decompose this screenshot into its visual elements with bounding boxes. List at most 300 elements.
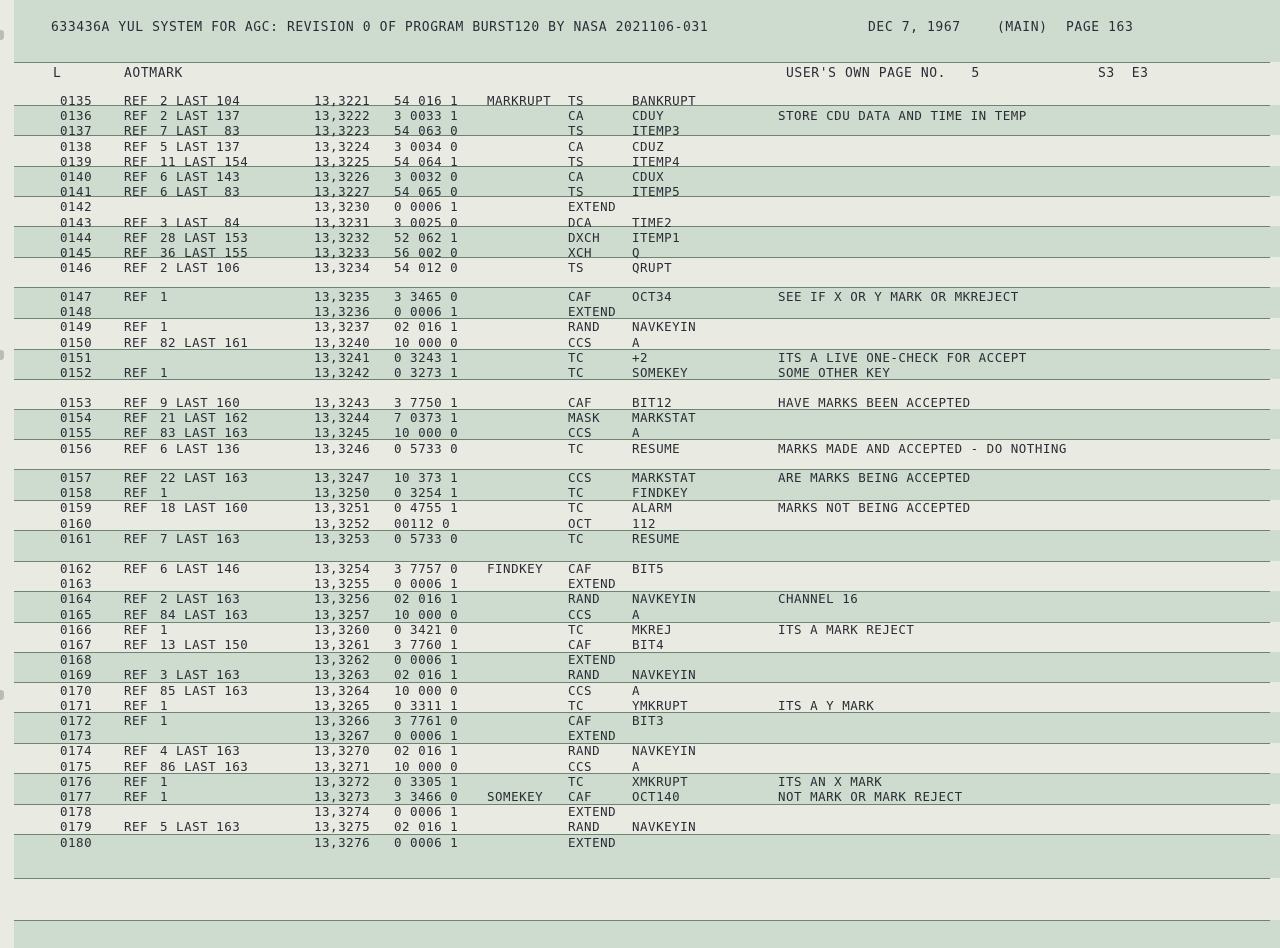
octal-code: 3 7757 0 [394, 561, 459, 576]
listing-date: DEC 7, 1967 [868, 20, 961, 35]
ref-marker: REF [124, 637, 149, 652]
opcode: TC [568, 440, 585, 456]
ref-info: 5 LAST 163 [160, 819, 241, 835]
pin-feed-hole [0, 690, 4, 700]
opcode: TC [568, 485, 585, 501]
line-number: 0178 [60, 804, 93, 820]
operand: A [632, 606, 641, 622]
ref-info: 1 [160, 485, 169, 501]
opcode: TC [568, 697, 585, 713]
address: 13,3231 [314, 214, 371, 230]
operand: BIT3 [632, 713, 665, 728]
octal-code: 0 0006 1 [394, 652, 459, 668]
operand: A [632, 682, 641, 698]
line-number: 0170 [60, 682, 93, 698]
ref-info: 1 [160, 713, 169, 728]
opcode: CCS [568, 334, 593, 350]
operand: CDUX [632, 169, 665, 184]
line-number: 0144 [60, 229, 93, 245]
address: 13,3221 [314, 93, 371, 108]
symbol-label: SOMEKEY [487, 789, 544, 804]
address: 13,3226 [314, 169, 371, 184]
octal-code: 10 373 1 [394, 470, 459, 485]
ref-marker: REF [124, 138, 149, 154]
line-number: 0140 [60, 169, 93, 184]
ref-info: 2 LAST 106 [160, 260, 241, 276]
ref-marker: REF [124, 819, 149, 835]
opcode: CAF [568, 395, 593, 410]
address: 13,3223 [314, 123, 371, 139]
address: 13,3234 [314, 260, 371, 276]
opcode: CCS [568, 758, 593, 774]
line-number: 0161 [60, 530, 93, 546]
operand: MARKSTAT [632, 410, 697, 426]
rule-line [14, 804, 1270, 805]
line-number: 0156 [60, 440, 93, 456]
page-number: PAGE 163 [1066, 20, 1134, 35]
line-number: 0151 [60, 349, 93, 365]
ref-info: 1 [160, 365, 169, 380]
octal-code: 0 0006 1 [394, 304, 459, 320]
pin-feed-hole [0, 350, 4, 360]
rule-line [14, 287, 1270, 288]
line-number: 0150 [60, 334, 93, 350]
ref-marker: REF [124, 229, 149, 245]
octal-code: 10 000 0 [394, 425, 459, 441]
operand: QRUPT [632, 260, 673, 276]
operand: CDUY [632, 108, 665, 124]
ref-marker: REF [124, 530, 149, 546]
opcode: DCA [568, 214, 593, 230]
line-number: 0163 [60, 576, 93, 592]
comment: SOME OTHER KEY [778, 365, 891, 380]
line-number: 0155 [60, 425, 93, 441]
operand: RESUME [632, 440, 681, 456]
line-number: 0165 [60, 606, 93, 622]
ref-info: 1 [160, 319, 169, 335]
operand: MARKSTAT [632, 470, 697, 485]
opcode: CAF [568, 789, 593, 804]
opcode: MASK [568, 410, 601, 426]
octal-code: 0 0006 1 [394, 728, 459, 744]
octal-code: 0 3305 1 [394, 773, 459, 789]
opcode: CCS [568, 682, 593, 698]
ref-info: 28 LAST 153 [160, 229, 249, 245]
opcode: RAND [568, 667, 601, 683]
ref-info: 2 LAST 137 [160, 108, 241, 124]
octal-code: 0 3273 1 [394, 365, 459, 380]
octal-code: 0 3311 1 [394, 697, 459, 713]
line-number: 0141 [60, 184, 93, 200]
operand: ITEMP3 [632, 123, 681, 139]
ref-info: 82 LAST 161 [160, 334, 249, 350]
ref-marker: REF [124, 758, 149, 774]
operand: +2 [632, 349, 649, 365]
address: 13,3244 [314, 410, 371, 426]
opcode: TS [568, 260, 585, 276]
ref-marker: REF [124, 153, 149, 169]
line-number: 0159 [60, 500, 93, 516]
octal-code: 0 0006 1 [394, 576, 459, 592]
ref-info: 13 LAST 150 [160, 637, 249, 652]
log-section-flag: L [53, 66, 62, 81]
address: 13,3246 [314, 440, 371, 456]
ref-info: 22 LAST 163 [160, 470, 249, 485]
ref-marker: REF [124, 108, 149, 124]
line-number: 0169 [60, 667, 93, 683]
ref-marker: REF [124, 440, 149, 456]
comment: ITS A LIVE ONE-CHECK FOR ACCEPT [778, 349, 1027, 365]
address: 13,3274 [314, 804, 371, 820]
opcode: EXTEND [568, 728, 617, 744]
comment: CHANNEL 16 [778, 591, 859, 607]
address: 13,3270 [314, 743, 371, 759]
address: 13,3273 [314, 789, 371, 804]
octal-code: 0 0006 1 [394, 834, 459, 850]
operand: RESUME [632, 530, 681, 546]
ref-info: 1 [160, 697, 169, 713]
rule-line [14, 920, 1270, 921]
comment: ITS AN X MARK [778, 773, 883, 789]
address: 13,3266 [314, 713, 371, 728]
octal-code: 54 064 1 [394, 153, 459, 169]
comment: ITS A MARK REJECT [778, 621, 915, 637]
octal-code: 0 0006 1 [394, 199, 459, 215]
octal-code: 0 5733 0 [394, 530, 459, 546]
line-number: 0174 [60, 743, 93, 759]
line-number: 0173 [60, 728, 93, 744]
line-number: 0160 [60, 515, 93, 531]
octal-code: 0 4755 1 [394, 500, 459, 516]
ref-marker: REF [124, 245, 149, 260]
ref-info: 1 [160, 773, 169, 789]
line-number: 0180 [60, 834, 93, 850]
opcode: TC [568, 349, 585, 365]
address: 13,3233 [314, 245, 371, 260]
address: 13,3236 [314, 304, 371, 320]
ref-marker: REF [124, 561, 149, 576]
address: 13,3242 [314, 365, 371, 380]
ref-info: 6 LAST 83 [160, 184, 241, 200]
opcode: EXTEND [568, 652, 617, 668]
rule-line [14, 878, 1270, 879]
operand: NAVKEYIN [632, 591, 697, 607]
address: 13,3272 [314, 773, 371, 789]
opcode: EXTEND [568, 199, 617, 215]
opcode: CA [568, 138, 585, 154]
line-number: 0138 [60, 138, 93, 154]
octal-code: 02 016 1 [394, 819, 459, 835]
address: 13,3275 [314, 819, 371, 835]
ref-marker: REF [124, 789, 149, 804]
operand: Q [632, 245, 641, 260]
operand: A [632, 425, 641, 441]
octal-code: 10 000 0 [394, 606, 459, 622]
ref-info: 85 LAST 163 [160, 682, 249, 698]
ref-marker: REF [124, 713, 149, 728]
ref-info: 3 LAST 84 [160, 214, 241, 230]
address: 13,3232 [314, 229, 371, 245]
listing-section: (MAIN) [997, 20, 1048, 35]
octal-code: 7 0373 1 [394, 410, 459, 426]
operand: NAVKEYIN [632, 319, 697, 335]
ref-info: 6 LAST 136 [160, 440, 241, 456]
address: 13,3253 [314, 530, 371, 546]
address: 13,3267 [314, 728, 371, 744]
line-number: 0147 [60, 289, 93, 304]
opcode: CAF [568, 289, 593, 304]
line-number: 0164 [60, 591, 93, 607]
line-number: 0139 [60, 153, 93, 169]
ref-marker: REF [124, 365, 149, 380]
octal-code: 02 016 1 [394, 591, 459, 607]
octal-code: 0 5733 0 [394, 440, 459, 456]
line-number: 0171 [60, 697, 93, 713]
opcode: TC [568, 365, 585, 380]
ref-marker: REF [124, 123, 149, 139]
address: 13,3225 [314, 153, 371, 169]
operand: NAVKEYIN [632, 743, 697, 759]
opcode: CA [568, 108, 585, 124]
operand: XMKRUPT [632, 773, 689, 789]
opcode: TS [568, 184, 585, 200]
rule-line [14, 62, 1270, 63]
operand: ALARM [632, 500, 673, 516]
opcode: EXTEND [568, 834, 617, 850]
operand: A [632, 758, 641, 774]
octal-code: 0 3254 1 [394, 485, 459, 501]
octal-code: 02 016 1 [394, 667, 459, 683]
ref-info: 2 LAST 163 [160, 591, 241, 607]
line-number: 0162 [60, 561, 93, 576]
line-number: 0153 [60, 395, 93, 410]
ref-info: 5 LAST 137 [160, 138, 241, 154]
opcode: TS [568, 93, 585, 108]
operand: SOMEKEY [632, 365, 689, 380]
ref-info: 1 [160, 289, 169, 304]
symbol-label: FINDKEY [487, 561, 544, 576]
ref-info: 1 [160, 621, 169, 637]
operand: TIME2 [632, 214, 673, 230]
ref-info: 84 LAST 163 [160, 606, 249, 622]
opcode: EXTEND [568, 304, 617, 320]
address: 13,3256 [314, 591, 371, 607]
line-number: 0176 [60, 773, 93, 789]
opcode: CAF [568, 561, 593, 576]
opcode: TC [568, 530, 585, 546]
address: 13,3263 [314, 667, 371, 683]
ref-marker: REF [124, 606, 149, 622]
ref-marker: REF [124, 184, 149, 200]
line-number: 0135 [60, 93, 93, 108]
opcode: EXTEND [568, 576, 617, 592]
octal-code: 0 0006 1 [394, 804, 459, 820]
ref-info: 83 LAST 163 [160, 425, 249, 441]
line-number: 0175 [60, 758, 93, 774]
octal-code: 56 002 0 [394, 245, 459, 260]
comment: NOT MARK OR MARK REJECT [778, 789, 963, 804]
operand: CDUZ [632, 138, 665, 154]
ref-marker: REF [124, 395, 149, 410]
address: 13,3262 [314, 652, 371, 668]
operand: NAVKEYIN [632, 667, 697, 683]
ref-info: 18 LAST 160 [160, 500, 249, 516]
octal-code: 0 3243 1 [394, 349, 459, 365]
opcode: TC [568, 773, 585, 789]
operand: A [632, 334, 641, 350]
user-page-number: USER'S OWN PAGE NO. 5 [786, 66, 980, 81]
opcode: CCS [568, 606, 593, 622]
line-number: 0179 [60, 819, 93, 835]
address: 13,3254 [314, 561, 371, 576]
octal-code: 02 016 1 [394, 319, 459, 335]
line-number: 0166 [60, 621, 93, 637]
ref-marker: REF [124, 743, 149, 759]
address: 13,3227 [314, 184, 371, 200]
address: 13,3271 [314, 758, 371, 774]
line-number: 0152 [60, 365, 93, 380]
operand: BIT12 [632, 395, 673, 410]
ref-marker: REF [124, 289, 149, 304]
address: 13,3237 [314, 319, 371, 335]
symbol-label: MARKRUPT [487, 93, 552, 108]
ref-info: 2 LAST 104 [160, 93, 241, 108]
opcode: CA [568, 169, 585, 184]
operand: YMKRUPT [632, 697, 689, 713]
address: 13,3252 [314, 515, 371, 531]
line-number: 0168 [60, 652, 93, 668]
ref-info: 9 LAST 160 [160, 395, 241, 410]
octal-code: 3 0032 0 [394, 169, 459, 184]
ref-info: 3 LAST 163 [160, 667, 241, 683]
address: 13,3265 [314, 697, 371, 713]
address: 13,3240 [314, 334, 371, 350]
address: 13,3250 [314, 485, 371, 501]
ref-info: 86 LAST 163 [160, 758, 249, 774]
opcode: TS [568, 153, 585, 169]
line-number: 0167 [60, 637, 93, 652]
operand: BANKRUPT [632, 93, 697, 108]
address: 13,3257 [314, 606, 371, 622]
octal-code: 3 3466 0 [394, 789, 459, 804]
green-bar [14, 834, 1280, 878]
address: 13,3235 [314, 289, 371, 304]
listing-title: 633436A YUL SYSTEM FOR AGC: REVISION 0 OF PROGRAM BURST120 BY NASA 2021106-031 [51, 20, 709, 35]
opcode: DXCH [568, 229, 601, 245]
bank-info: S3 E3 [1098, 66, 1149, 81]
comment: MARKS NOT BEING ACCEPTED [778, 500, 971, 516]
address: 13,3224 [314, 138, 371, 154]
octal-code: 3 3465 0 [394, 289, 459, 304]
pin-feed-hole [0, 30, 4, 40]
octal-code: 10 000 0 [394, 758, 459, 774]
opcode: CCS [568, 425, 593, 441]
octal-code: 3 0033 1 [394, 108, 459, 124]
opcode: RAND [568, 591, 601, 607]
ref-info: 21 LAST 162 [160, 410, 249, 426]
comment: HAVE MARKS BEEN ACCEPTED [778, 395, 971, 410]
ref-info: 7 LAST 83 [160, 123, 241, 139]
address: 13,3247 [314, 470, 371, 485]
ref-marker: REF [124, 319, 149, 335]
opcode: TC [568, 500, 585, 516]
comment: STORE CDU DATA AND TIME IN TEMP [778, 108, 1027, 124]
opcode: TC [568, 621, 585, 637]
ref-marker: REF [124, 621, 149, 637]
octal-code: 54 016 1 [394, 93, 459, 108]
rule-line [14, 652, 1270, 653]
octal-code: 3 0034 0 [394, 138, 459, 154]
operand: ITEMP4 [632, 153, 681, 169]
ref-marker: REF [124, 591, 149, 607]
operand: OCT34 [632, 289, 673, 304]
ref-marker: REF [124, 334, 149, 350]
address: 13,3245 [314, 425, 371, 441]
ref-marker: REF [124, 697, 149, 713]
octal-code: 10 000 0 [394, 682, 459, 698]
comment: SEE IF X OR Y MARK OR MKREJECT [778, 289, 1019, 304]
opcode: EXTEND [568, 804, 617, 820]
line-number: 0146 [60, 260, 93, 276]
ref-marker: REF [124, 667, 149, 683]
line-number: 0145 [60, 245, 93, 260]
octal-code: 10 000 0 [394, 334, 459, 350]
ref-info: 6 LAST 143 [160, 169, 241, 184]
comment: ITS A Y MARK [778, 697, 875, 713]
operand: OCT140 [632, 789, 681, 804]
address: 13,3255 [314, 576, 371, 592]
octal-code: 0 3421 0 [394, 621, 459, 637]
line-number: 0157 [60, 470, 93, 485]
ref-marker: REF [124, 682, 149, 698]
line-number: 0177 [60, 789, 93, 804]
ref-marker: REF [124, 410, 149, 426]
address: 13,3243 [314, 395, 371, 410]
opcode: CAF [568, 713, 593, 728]
octal-code: 54 065 0 [394, 184, 459, 200]
octal-code: 02 016 1 [394, 743, 459, 759]
comment: ARE MARKS BEING ACCEPTED [778, 470, 971, 485]
address: 13,3276 [314, 834, 371, 850]
octal-code: 3 7750 1 [394, 395, 459, 410]
ref-info: 36 LAST 155 [160, 245, 249, 260]
line-number: 0143 [60, 214, 93, 230]
octal-code: 54 063 0 [394, 123, 459, 139]
line-number: 0172 [60, 713, 93, 728]
ref-marker: REF [124, 500, 149, 516]
octal-code: 54 012 0 [394, 260, 459, 276]
operand: BIT4 [632, 637, 665, 652]
opcode: RAND [568, 819, 601, 835]
line-number: 0142 [60, 199, 93, 215]
line-number: 0148 [60, 304, 93, 320]
address: 13,3251 [314, 500, 371, 516]
opcode: CAF [568, 637, 593, 652]
ref-marker: REF [124, 169, 149, 184]
line-number: 0136 [60, 108, 93, 124]
operand: FINDKEY [632, 485, 689, 501]
green-bar [14, 920, 1280, 948]
line-number: 0149 [60, 319, 93, 335]
address: 13,3230 [314, 199, 371, 215]
address: 13,3264 [314, 682, 371, 698]
operand: NAVKEYIN [632, 819, 697, 835]
log-section-name: AOTMARK [124, 66, 183, 81]
comment: MARKS MADE AND ACCEPTED - DO NOTHING [778, 440, 1067, 456]
ref-info: 6 LAST 146 [160, 561, 241, 576]
ref-marker: REF [124, 260, 149, 276]
address: 13,3222 [314, 108, 371, 124]
